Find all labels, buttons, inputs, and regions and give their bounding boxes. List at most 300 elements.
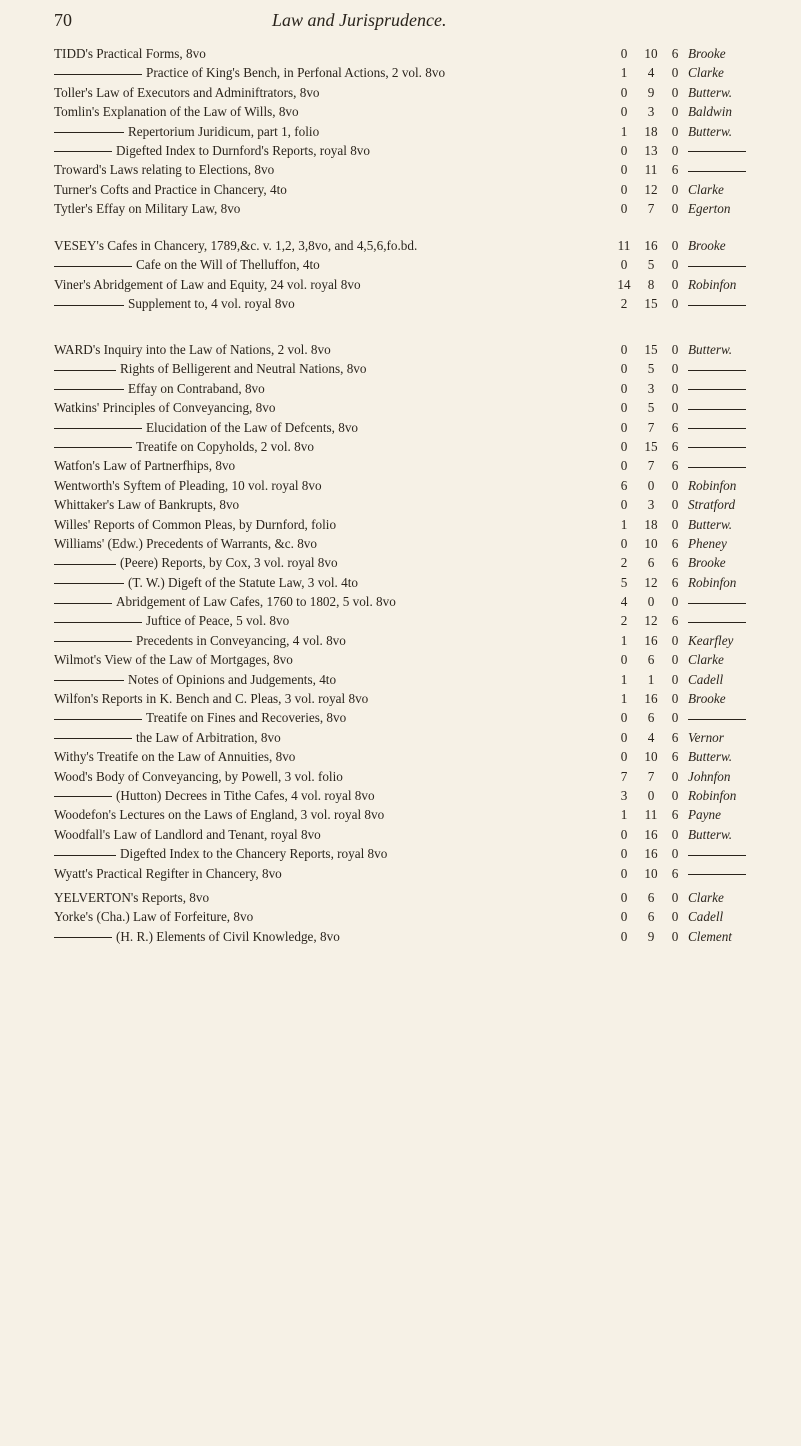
entry-title-text: the Law of Arbitration, 8vo <box>136 729 281 745</box>
price-shillings: 15 <box>644 296 658 312</box>
entry-title-text: Woodfall's Law of Landlord and Tenant, royal 8vo <box>54 826 321 842</box>
price-pounds: 1 <box>620 123 628 139</box>
price-shillings: 8 <box>647 276 655 292</box>
price-shillings: 16 <box>644 826 658 842</box>
publisher-ditto <box>688 708 798 727</box>
entry-title-text: VESEY's Cafes in Chancery, 1789,&c. v. 1,2, 3,8vo, and 4,5,6,fo.bd. <box>54 238 418 253</box>
entry-title <box>54 805 602 824</box>
entry-title-text: Viner's Abridgement of Law and Equity, 24 vol. royal 8vo <box>54 276 361 292</box>
price-pounds: 0 <box>620 162 628 178</box>
price-shillings: 0 <box>647 594 655 610</box>
catalog-entry <box>54 255 774 274</box>
publisher-ditto <box>688 294 798 313</box>
price-shillings: 0 <box>647 787 655 803</box>
price-pence: 0 <box>671 594 679 610</box>
price-pence: 0 <box>671 909 679 925</box>
catalog-entry <box>54 141 774 160</box>
price-shillings: 15 <box>644 342 658 357</box>
entry-title-text: Digefted Index to Durnford's Reports, royal 8vo <box>116 142 370 158</box>
price-pounds: 0 <box>620 361 628 377</box>
publisher-ditto <box>688 359 798 378</box>
entry-title <box>54 650 602 669</box>
price-pence: 6 <box>671 438 679 454</box>
price-pounds: 2 <box>620 555 628 571</box>
catalog-entry <box>54 805 774 824</box>
price-shillings: 4 <box>647 729 655 745</box>
entry-publisher: Robinfon <box>688 276 737 292</box>
entry-title-text: Wilmot's View of the Law of Mortgages, 8vo <box>54 652 293 668</box>
page-header <box>54 10 754 34</box>
price-shillings: 6 <box>647 710 655 726</box>
price-pence: 0 <box>671 181 679 197</box>
catalog-entry <box>54 844 774 863</box>
price-shillings: 12 <box>644 181 658 197</box>
price-pounds: 0 <box>620 865 628 881</box>
catalog-entry <box>54 611 774 630</box>
catalog-entry <box>54 275 774 294</box>
catalog-entry <box>54 398 774 417</box>
entry-publisher: Clarke <box>688 181 724 197</box>
price-pounds: 1 <box>620 65 628 81</box>
catalog-entry <box>54 553 774 572</box>
price-pounds: 0 <box>620 729 628 745</box>
entry-title-text: Repertorium Juridicum, part 1, folio <box>128 123 320 139</box>
price-pence: 6 <box>671 46 679 61</box>
ditto-rule <box>54 622 142 623</box>
catalog-entry <box>54 747 774 766</box>
ditto-rule <box>688 603 746 604</box>
catalog-section-w <box>54 340 774 883</box>
catalog-entry <box>54 767 774 786</box>
ditto-rule <box>54 370 116 371</box>
catalog-entry <box>54 708 774 727</box>
price-pounds: 0 <box>620 928 628 944</box>
entry-title-text: Williams' (Edw.) Precedents of Warrants, &c. 8vo <box>54 535 317 551</box>
entry-title-text: (Peere) Reports, by Cox, 3 vol. royal 8vo <box>120 555 338 571</box>
publisher-ditto <box>688 398 798 417</box>
ditto-rule <box>54 151 112 152</box>
ditto-rule <box>54 855 116 856</box>
catalog-entry <box>54 199 774 218</box>
price-shillings: 5 <box>647 361 655 377</box>
ditto-rule <box>688 874 746 875</box>
entry-publisher: Butterw. <box>688 84 733 100</box>
entry-title <box>54 199 602 218</box>
price-pence: 0 <box>671 142 679 158</box>
catalog-entry <box>54 573 774 592</box>
entry-title <box>54 689 602 708</box>
entry-title-text: Watkins' Principles of Conveyancing, 8vo <box>54 400 276 416</box>
entry-publisher: Brooke <box>688 691 726 707</box>
catalog-entry <box>54 456 774 475</box>
price-pence: 6 <box>671 807 679 823</box>
entry-publisher: Robinfon <box>688 477 737 493</box>
catalog-entry <box>54 534 774 553</box>
price-pence: 0 <box>671 652 679 668</box>
entry-title-text: Withy's Treatife on the Law of Annuities, 8vo <box>54 749 296 765</box>
ditto-rule <box>54 428 142 429</box>
entry-title-text: Treatife on Fines and Recoveries, 8vo <box>146 710 347 726</box>
catalog-entry <box>54 180 774 199</box>
ditto-rule <box>688 719 746 720</box>
price-pounds: 0 <box>620 909 628 925</box>
entry-title <box>54 102 602 121</box>
entry-title-text: Practice of King's Bench, in Perfonal Actions, 2 vol. 8vo <box>146 65 446 81</box>
publisher-ditto <box>688 611 798 630</box>
catalog-entry <box>54 44 774 63</box>
price-pounds: 5 <box>620 574 628 590</box>
entry-title-text: Tomlin's Explanation of the Law of Wills, 8vo <box>54 104 299 120</box>
ditto-rule <box>54 796 112 797</box>
entry-title <box>54 160 602 179</box>
catalog-entry <box>54 907 774 926</box>
entry-title-text: Troward's Laws relating to Elections, 8vo <box>54 162 275 178</box>
price-pence: 6 <box>671 555 679 571</box>
price-pence: 0 <box>671 342 679 357</box>
entry-title-text: WARD's Inquiry into the Law of Nations, 2 vol. 8vo <box>54 342 331 357</box>
entry-publisher: Brooke <box>688 46 726 61</box>
price-shillings: 11 <box>644 162 658 178</box>
entry-title-text: Treatife on Copyholds, 2 vol. 8vo <box>136 438 314 454</box>
entry-title <box>54 437 602 456</box>
catalog-entry <box>54 83 774 102</box>
entry-title-text: Yorke's (Cha.) Law of Forfeiture, 8vo <box>54 909 254 925</box>
entry-title-text: Effay on Contraband, 8vo <box>128 380 265 396</box>
entry-publisher: Egerton <box>688 201 731 217</box>
publisher-ditto <box>688 418 798 437</box>
catalog-entry <box>54 160 774 179</box>
catalog-entry <box>54 437 774 456</box>
price-pounds: 1 <box>620 632 628 648</box>
price-pounds: 0 <box>620 710 628 726</box>
price-pence: 0 <box>671 846 679 862</box>
price-pounds: 0 <box>620 104 628 120</box>
price-pence: 0 <box>671 84 679 100</box>
price-shillings: 9 <box>647 928 655 944</box>
price-shillings: 4 <box>647 65 655 81</box>
ditto-rule <box>688 151 746 152</box>
ditto-rule <box>688 622 746 623</box>
price-pounds: 0 <box>620 749 628 765</box>
ditto-rule <box>688 409 746 410</box>
entry-title <box>54 611 602 630</box>
price-pounds: 1 <box>620 671 628 687</box>
catalog-entry <box>54 379 774 398</box>
entry-title-text: Whittaker's Law of Bankrupts, 8vo <box>54 497 240 513</box>
price-pence: 6 <box>671 458 679 474</box>
price-shillings: 1 <box>647 671 655 687</box>
entry-title-text: YELVERTON's Reports, 8vo <box>54 890 210 905</box>
entry-publisher: Vernor <box>688 729 724 745</box>
price-shillings: 16 <box>644 846 658 862</box>
price-shillings: 10 <box>644 749 658 765</box>
entry-title-text: Wilfon's Reports in K. Bench and C. Pleas, 3 vol. royal 8vo <box>54 691 369 707</box>
entry-title <box>54 573 602 592</box>
price-pence: 0 <box>671 276 679 292</box>
price-shillings: 7 <box>647 458 655 474</box>
price-pounds: 6 <box>620 477 628 493</box>
price-pounds: 4 <box>620 594 628 610</box>
price-shillings: 5 <box>647 257 655 273</box>
price-pence: 0 <box>671 768 679 784</box>
entry-title-text: Notes of Opinions and Judgements, 4to <box>128 671 337 687</box>
catalog-section-y <box>54 888 774 946</box>
catalog-entry <box>54 495 774 514</box>
entry-title-text: Supplement to, 4 vol. royal 8vo <box>128 296 295 312</box>
catalog-entry <box>54 340 774 359</box>
catalog-entry <box>54 515 774 534</box>
ditto-rule <box>688 389 746 390</box>
price-pounds: 1 <box>620 516 628 532</box>
price-pence: 6 <box>671 865 679 881</box>
ditto-rule <box>688 171 746 172</box>
catalog-entry <box>54 786 774 805</box>
publisher-ditto <box>688 456 798 475</box>
ditto-rule <box>688 447 746 448</box>
entry-publisher: Kearfley <box>688 632 734 648</box>
entry-title <box>54 275 602 294</box>
entry-title-text: Rights of Belligerent and Neutral Nations, 8vo <box>120 361 367 377</box>
price-shillings: 3 <box>647 104 655 120</box>
publisher-ditto <box>688 379 798 398</box>
entry-title <box>54 515 602 534</box>
publisher-ditto <box>688 864 798 883</box>
entry-title-text: Turner's Cofts and Practice in Chancery, 4to <box>54 181 287 197</box>
entry-title <box>54 141 602 160</box>
ditto-rule <box>54 266 132 267</box>
ditto-rule <box>688 467 746 468</box>
publisher-ditto <box>688 255 798 274</box>
price-shillings: 5 <box>647 400 655 416</box>
entry-publisher: Cadell <box>688 671 724 687</box>
ditto-rule <box>54 389 124 390</box>
catalog-entry <box>54 631 774 650</box>
price-shillings: 15 <box>644 438 658 454</box>
price-pence: 6 <box>671 613 679 629</box>
price-pounds: 0 <box>620 84 628 100</box>
price-pounds: 0 <box>620 826 628 842</box>
price-pounds: 0 <box>620 438 628 454</box>
catalog-section-v <box>54 236 774 314</box>
price-shillings: 10 <box>644 865 658 881</box>
catalog-entry <box>54 650 774 669</box>
ditto-rule <box>54 305 124 306</box>
ditto-rule <box>54 641 132 642</box>
price-shillings: 6 <box>647 652 655 668</box>
entry-title <box>54 255 602 274</box>
price-pence: 0 <box>671 104 679 120</box>
running-title: Law and Jurisprudence. <box>272 10 447 30</box>
price-pence: 6 <box>671 535 679 551</box>
price-shillings: 18 <box>644 516 658 532</box>
publisher-ditto <box>688 844 798 863</box>
ditto-rule <box>54 583 124 584</box>
price-pounds: 0 <box>620 890 628 905</box>
entry-title-text: (Hutton) Decrees in Tithe Cafes, 4 vol. royal 8vo <box>116 787 375 803</box>
ditto-rule <box>54 603 112 604</box>
price-pence: 0 <box>671 691 679 707</box>
price-pence: 0 <box>671 123 679 139</box>
entry-publisher: Clarke <box>688 890 724 905</box>
entry-title-text: Wood's Body of Conveyancing, by Powell, 3 vol. folio <box>54 768 343 784</box>
price-shillings: 3 <box>647 497 655 513</box>
catalog-entry <box>54 888 774 907</box>
price-pence: 0 <box>671 826 679 842</box>
price-shillings: 18 <box>644 123 658 139</box>
entry-title <box>54 708 602 727</box>
price-shillings: 7 <box>647 768 655 784</box>
ditto-rule <box>688 266 746 267</box>
price-shillings: 7 <box>647 419 655 435</box>
price-pounds: 0 <box>620 201 628 217</box>
catalog-entry <box>54 476 774 495</box>
catalog-entry <box>54 927 774 946</box>
price-pence: 0 <box>671 238 679 253</box>
catalog-entry <box>54 63 774 82</box>
price-pounds: 0 <box>620 257 628 273</box>
price-shillings: 10 <box>644 535 658 551</box>
ditto-rule <box>688 428 746 429</box>
entry-title-text: Wentworth's Syftem of Pleading, 10 vol. royal 8vo <box>54 477 322 493</box>
entry-title-text: Willes' Reports of Common Pleas, by Durnford, folio <box>54 516 337 532</box>
price-pence: 0 <box>671 65 679 81</box>
catalog-section-t <box>54 44 774 219</box>
price-pence: 0 <box>671 400 679 416</box>
price-pounds: 0 <box>620 652 628 668</box>
entry-title-text: Cafe on the Will of Thelluffon, 4to <box>136 257 320 273</box>
entry-publisher: Clement <box>688 928 732 944</box>
page-number: 70 <box>54 10 72 30</box>
price-shillings: 12 <box>644 613 658 629</box>
price-pence: 0 <box>671 787 679 803</box>
entry-title <box>54 495 602 514</box>
ditto-rule <box>688 370 746 371</box>
entry-title <box>54 379 602 398</box>
ditto-rule <box>54 738 132 739</box>
ditto-rule <box>54 719 142 720</box>
ditto-rule <box>54 680 124 681</box>
entry-title <box>54 122 602 141</box>
price-pounds: 11 <box>617 238 631 253</box>
ditto-rule <box>54 447 132 448</box>
publisher-ditto <box>688 437 798 456</box>
entry-title <box>54 631 602 650</box>
catalog-entry <box>54 236 774 255</box>
price-pounds: 1 <box>620 691 628 707</box>
price-pence: 0 <box>671 257 679 273</box>
entry-title <box>54 825 602 844</box>
entry-publisher: Payne <box>688 807 721 823</box>
price-pence: 6 <box>671 749 679 765</box>
entry-publisher: Stratford <box>688 497 736 513</box>
entry-title <box>54 907 602 926</box>
price-pounds: 0 <box>620 342 628 357</box>
price-pence: 0 <box>671 477 679 493</box>
catalog-entry <box>54 102 774 121</box>
price-pounds: 7 <box>620 768 628 784</box>
ditto-rule <box>54 564 116 565</box>
publisher-ditto <box>688 160 798 179</box>
catalog-entry <box>54 418 774 437</box>
price-pounds: 2 <box>620 296 628 312</box>
price-pence: 0 <box>671 890 679 905</box>
entry-title <box>54 767 602 786</box>
price-pence: 0 <box>671 380 679 396</box>
entry-title-text: Woodefon's Lectures on the Laws of England, 3 vol. royal 8vo <box>54 807 385 823</box>
price-pence: 6 <box>671 729 679 745</box>
entry-publisher: Robinfon <box>688 574 737 590</box>
ditto-rule <box>54 132 124 133</box>
ditto-rule <box>688 305 746 306</box>
entry-publisher: Butterw. <box>688 516 733 532</box>
price-pounds: 14 <box>617 276 631 292</box>
entry-title <box>54 534 602 553</box>
entry-title-text: (T. W.) Digeft of the Statute Law, 3 vol. 4to <box>128 574 358 590</box>
publisher-ditto <box>688 141 798 160</box>
entry-publisher: Brooke <box>688 238 726 253</box>
price-shillings: 6 <box>647 909 655 925</box>
entry-title-text: (H. R.) Elements of Civil Knowledge, 8vo <box>116 928 340 944</box>
price-pence: 0 <box>671 710 679 726</box>
price-pence: 0 <box>671 928 679 944</box>
price-pence: 6 <box>671 574 679 590</box>
price-pence: 0 <box>671 497 679 513</box>
entry-title <box>54 670 602 689</box>
entry-title-text: Juftice of Peace, 5 vol. 8vo <box>146 613 290 629</box>
price-pence: 0 <box>671 671 679 687</box>
entry-publisher: Baldwin <box>688 104 732 120</box>
entry-publisher: Johnfon <box>688 768 731 784</box>
entry-publisher: Cadell <box>688 909 724 925</box>
price-pence: 0 <box>671 361 679 377</box>
catalog-entry <box>54 122 774 141</box>
price-shillings: 11 <box>644 807 658 823</box>
entry-title <box>54 418 602 437</box>
entry-publisher: Pheney <box>688 535 727 551</box>
ditto-rule <box>688 855 746 856</box>
price-pence: 6 <box>671 419 679 435</box>
entry-title <box>54 888 602 907</box>
price-pence: 0 <box>671 201 679 217</box>
entry-title <box>54 63 602 82</box>
price-shillings: 16 <box>644 632 658 648</box>
entry-title-text: Watfon's Law of Partnerfhips, 8vo <box>54 458 236 474</box>
entry-publisher: Butterw. <box>688 749 733 765</box>
price-pounds: 0 <box>620 419 628 435</box>
ditto-rule <box>54 937 112 938</box>
entry-title-text: Elucidation of the Law of Defcents, 8vo <box>146 419 359 435</box>
entry-title-text: Digefted Index to the Chancery Reports, royal 8vo <box>120 846 388 862</box>
entry-title <box>54 359 602 378</box>
price-pence: 6 <box>671 162 679 178</box>
catalog-entry <box>54 689 774 708</box>
price-shillings: 13 <box>644 142 658 158</box>
price-shillings: 12 <box>644 574 658 590</box>
entry-title <box>54 340 602 359</box>
price-shillings: 16 <box>644 238 658 253</box>
catalog-entry <box>54 592 774 611</box>
price-pounds: 0 <box>620 497 628 513</box>
catalog-entry <box>54 728 774 747</box>
catalog-entry <box>54 825 774 844</box>
price-pence: 0 <box>671 516 679 532</box>
price-shillings: 0 <box>647 477 655 493</box>
entry-publisher: Clarke <box>688 65 724 81</box>
entry-title <box>54 864 602 883</box>
entry-title <box>54 294 602 313</box>
entry-publisher: Brooke <box>688 555 726 571</box>
price-pounds: 0 <box>620 142 628 158</box>
